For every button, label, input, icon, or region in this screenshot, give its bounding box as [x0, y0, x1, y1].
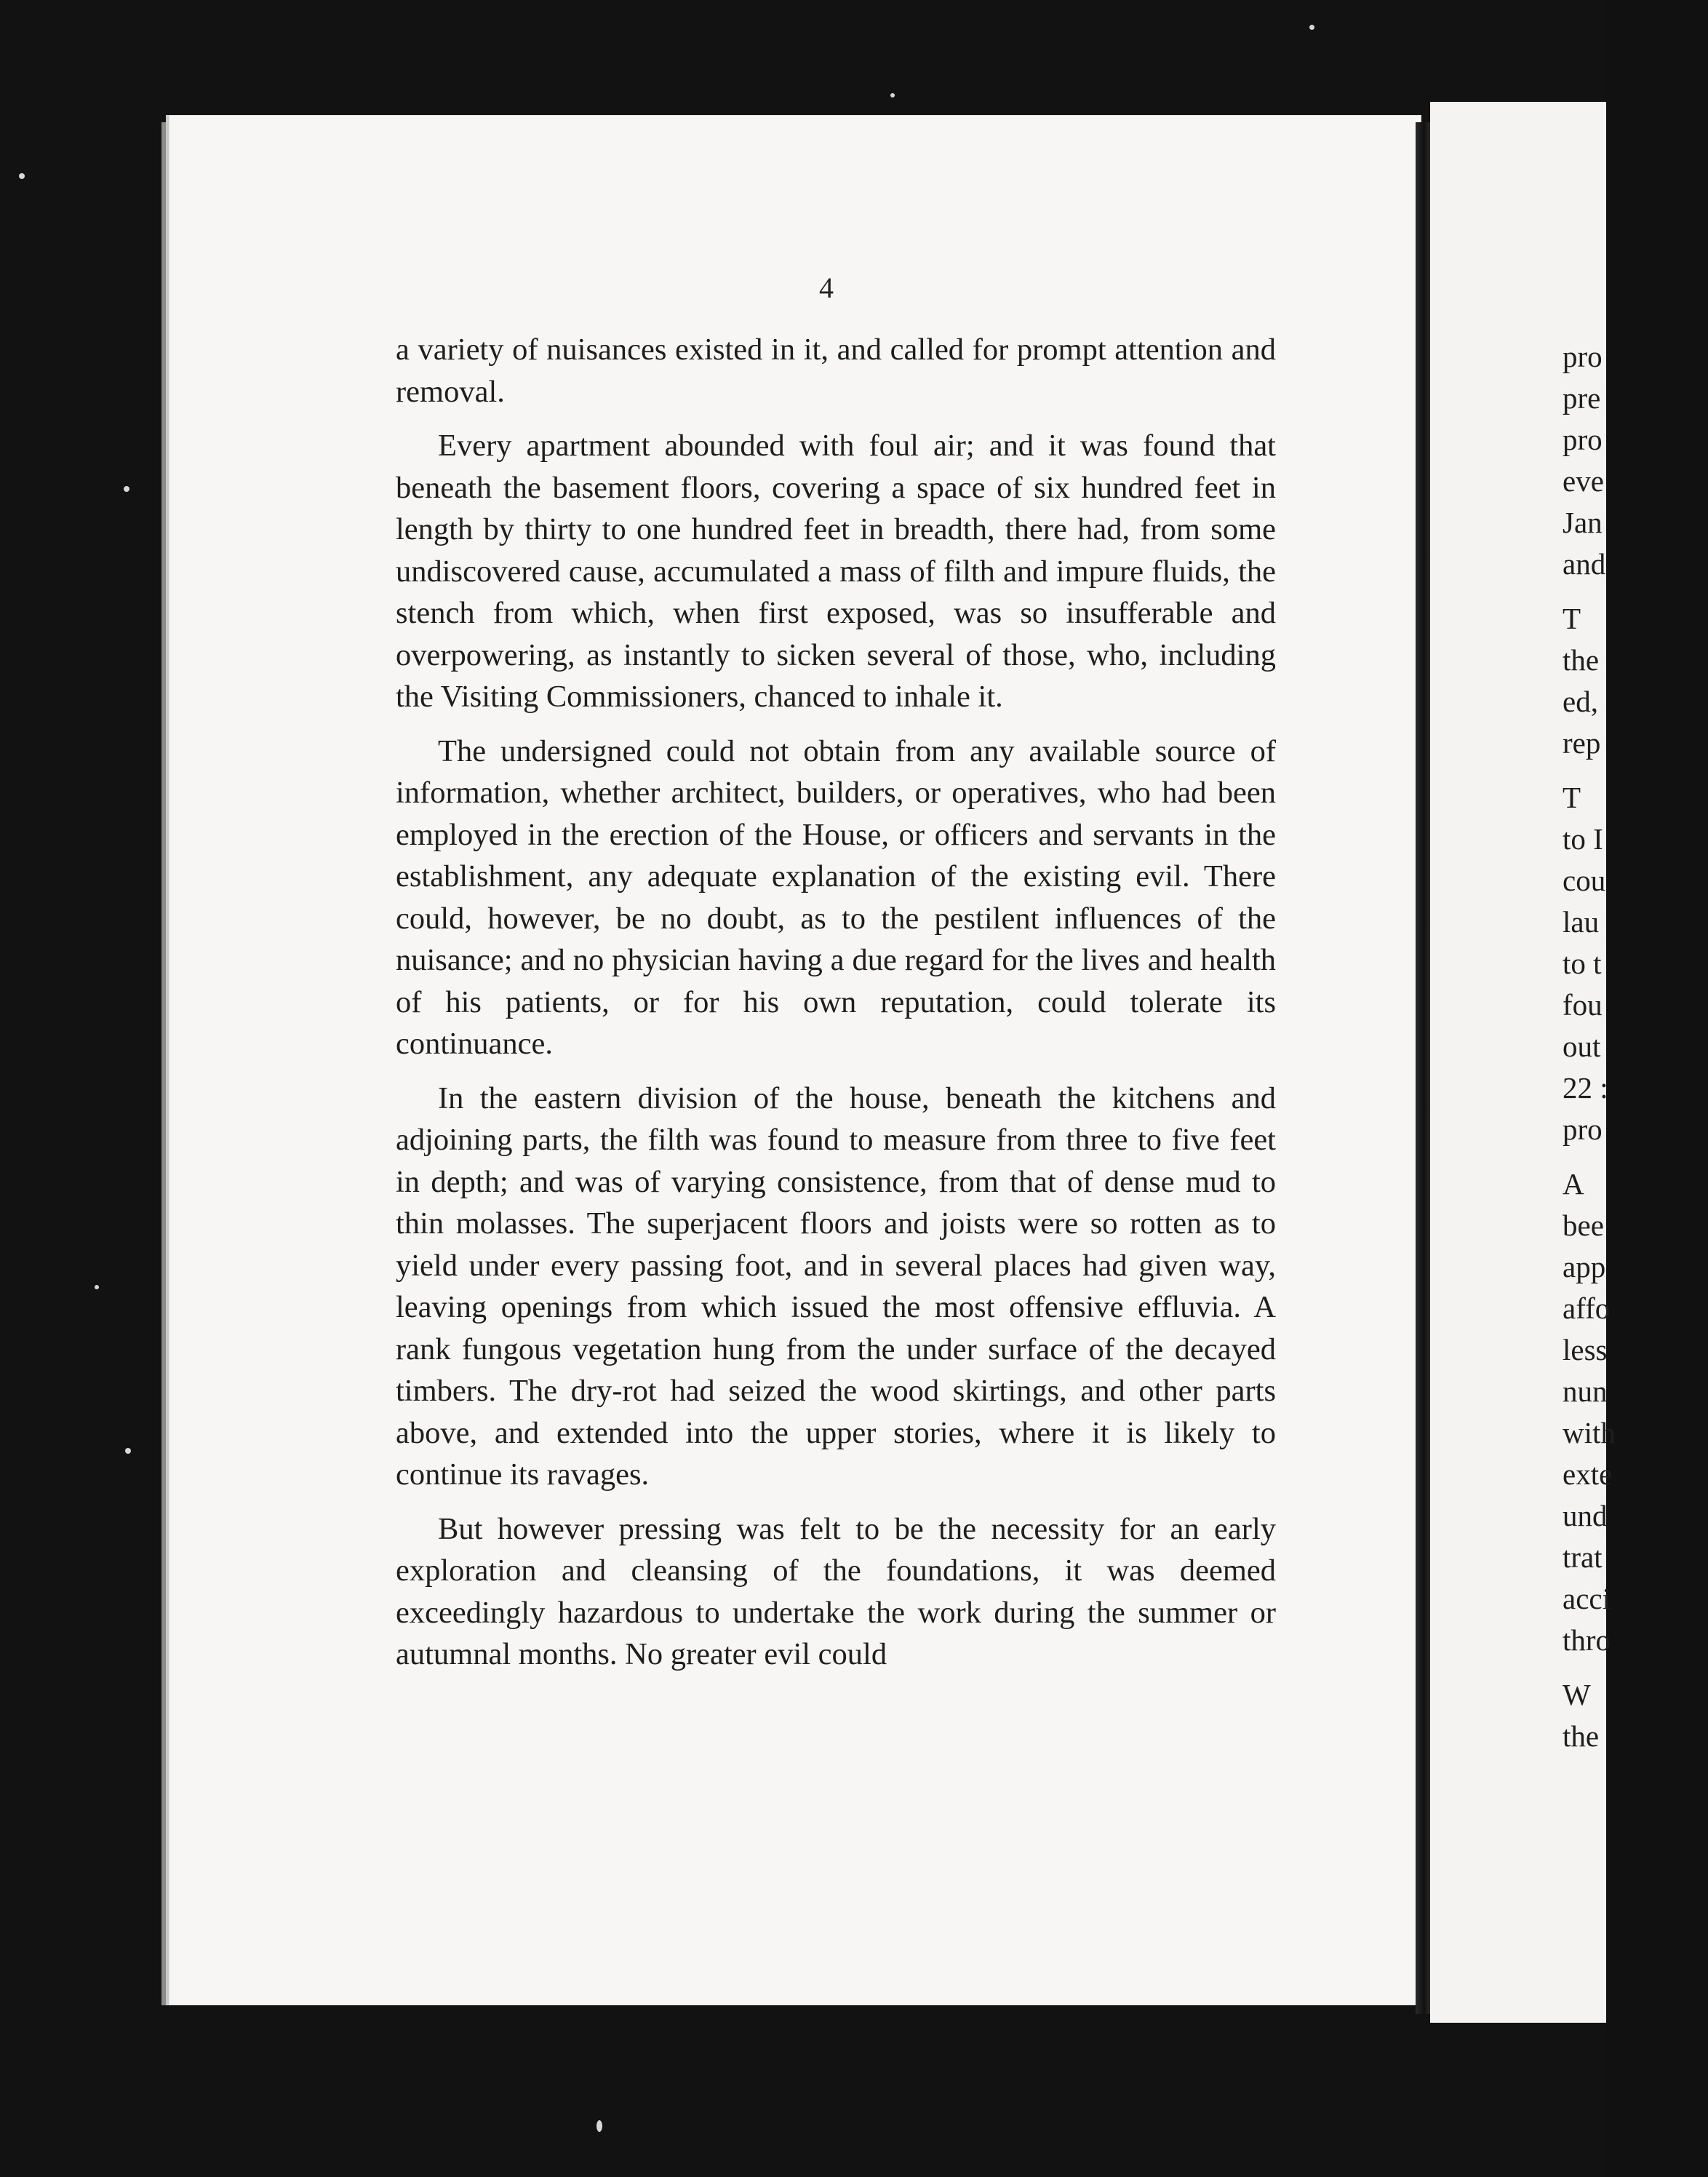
dust-speck — [890, 93, 895, 97]
facing-page-line: Jan — [1563, 506, 1603, 539]
binding-gutter — [1416, 122, 1430, 2014]
facing-page-line: A — [1563, 1167, 1584, 1201]
facing-page-line: pro — [1563, 340, 1603, 373]
page-body — [396, 329, 1276, 1688]
dust-speck — [19, 173, 25, 179]
facing-page-line: app — [1563, 1250, 1606, 1283]
facing-page-line: W — [1563, 1678, 1591, 1711]
facing-page-line: cou — [1563, 864, 1606, 897]
facing-page-line: trat — [1563, 1540, 1603, 1574]
paragraph-gap — [1563, 764, 1708, 777]
dust-speck — [596, 2120, 602, 2132]
facing-page-line: lau — [1563, 905, 1600, 939]
facing-page-line: with — [1563, 1416, 1616, 1449]
facing-page-line: acci — [1563, 1582, 1611, 1615]
dust-speck — [125, 1448, 131, 1454]
dust-speck — [124, 486, 129, 492]
paragraph-gap — [1563, 1661, 1708, 1674]
facing-page-line: T — [1563, 602, 1581, 635]
paragraph: In the eastern division of the house, beneath the kitchens and adjoining parts, the filth was found to measure from three to five feet in depth; and was of varying consistence, from that of dense mud to thin molasses. The superjacent floors and joists were so rotten as to yield under every passing foot, and in several places had given way, leaving openings from which issued the most offensive effluvia. A rank fungous vegetation hung from the under surface of the decayed timbers. The dry-rot had seized the wood skirtings, and other parts above, and extended into the upper stories, where it is likely to continue its ravages. — [396, 1080, 1276, 1492]
facing-page-line: und — [1563, 1499, 1608, 1532]
dust-speck — [95, 1285, 99, 1289]
paragraph-gap — [1563, 1150, 1708, 1163]
facing-page-line: pro — [1563, 1113, 1603, 1146]
facing-page-line: less — [1563, 1333, 1608, 1366]
facing-page-line: pro — [1563, 423, 1603, 456]
facing-page-line: the — [1563, 643, 1600, 677]
facing-page-line: the — [1563, 1719, 1600, 1753]
facing-page-line: pre — [1563, 381, 1601, 415]
facing-page-line: fou — [1563, 988, 1603, 1022]
dust-speck — [1309, 25, 1314, 30]
paragraph: Every apartment abounded with foul air; and it was found that beneath the basement floors, covering a space of six hundred feet in length by thirty to one hundred feet in breadth, there had, from some undiscovered cause, accumulated a mass of filth and impure fluids, the stench from which, when first exposed, was so insufferable and overpowering, as instantly to sicken several of those, who, including the Visiting Commissioners, chanced to inhale it. — [396, 429, 1276, 714]
paragraph: a variety of nuisances existed in it, and called for prompt attention and removal. — [396, 333, 1276, 409]
facing-page-line: exte — [1563, 1457, 1613, 1491]
paragraph: But however pressing was felt to be the necessity for an early exploration and cleansing of the foundations, it was deemed exceedingly hazardous to undertake the work during the summer or autumnal months. No greater evil could — [396, 1511, 1276, 1671]
paragraph: The undersigned could not obtain from any available source of information, whether architect, builders, or operatives, who had been employed in the erection of the House, or officers and servants in the establishment, any adequate explanation of the existing evil. There could, however, be no doubt, as to the pestilent influences of the nuisance; and no physician having a due regard for the lives and health of his patients, or for his own reputation, could tolerate its continuance. — [396, 733, 1276, 1061]
facing-page-line: rep — [1563, 726, 1601, 760]
page-number: 4 — [819, 271, 834, 304]
facing-page-line: out — [1563, 1030, 1601, 1063]
facing-page-line: affo — [1563, 1292, 1611, 1325]
facing-page-text — [1563, 336, 1708, 1757]
facing-page-line: to I — [1563, 822, 1603, 856]
paragraph-gap — [1563, 585, 1708, 598]
facing-page-line: 22 : — [1563, 1071, 1608, 1105]
facing-page-line: thro — [1563, 1623, 1611, 1657]
facing-page-line: T — [1563, 781, 1581, 814]
facing-page-line: ed, — [1563, 685, 1598, 718]
facing-page-line: eve — [1563, 464, 1604, 498]
facing-page-line: nun — [1563, 1374, 1608, 1408]
facing-page-line: and — [1563, 547, 1606, 581]
facing-page-line: bee — [1563, 1209, 1604, 1242]
facing-page-line: to t — [1563, 947, 1602, 980]
